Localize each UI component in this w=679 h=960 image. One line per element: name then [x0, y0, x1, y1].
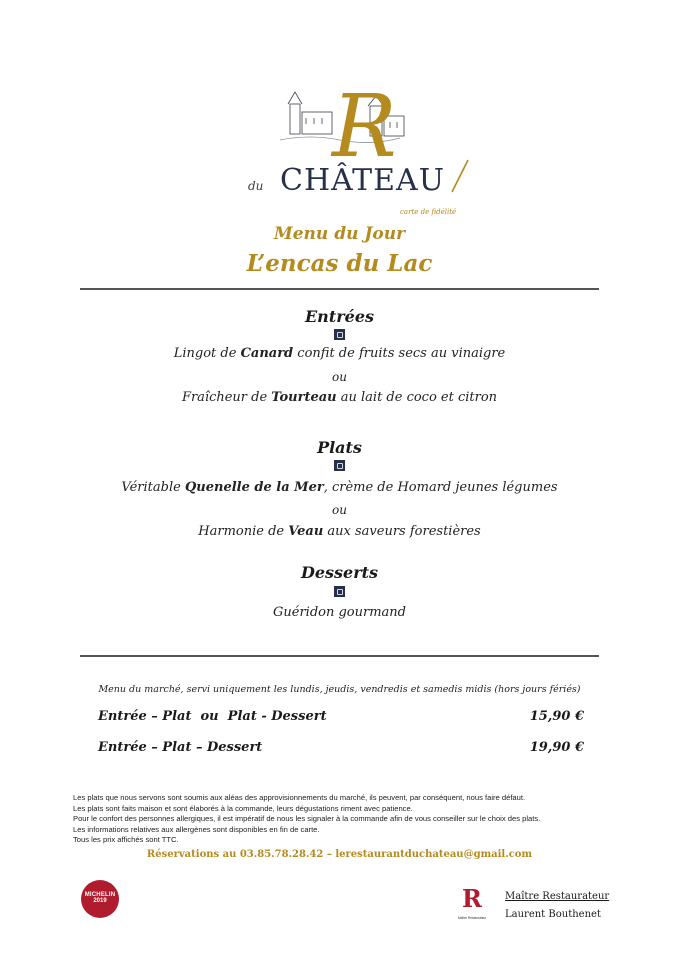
service-note: Menu du marché, servi uniquement les lundis, jeudis, vendredis et samedis midis (hors jours fériés) [98, 684, 581, 695]
michelin-year: 2019 [93, 898, 107, 904]
dish-entree-2: Fraîcheur de Tourteau au lait de coco et citron [181, 390, 498, 405]
divider-top [80, 288, 599, 290]
menu-title: Menu du Jour [273, 224, 406, 244]
or-separator: ou [332, 503, 347, 517]
menu-name: L’encas du Lac [246, 250, 433, 277]
fork-icon [452, 160, 468, 192]
logo-prefix: du [248, 179, 264, 193]
fine-print-line: Tous les prix affichés sont TTC. [73, 835, 179, 845]
dish-entree-1: Lingot de Canard confit de fruits secs au vinaigre [173, 346, 506, 361]
fork-knife-badge-icon [334, 460, 345, 471]
fine-print [73, 793, 540, 846]
fine-print-line: Pour le confort des personnes allergiques, il est impératif de nous les signaler à la commande afin de vous conseiller sur le choix des plats. [73, 814, 541, 824]
dish-dessert-1: Guéridon gourmand [273, 605, 406, 620]
divider-bottom [80, 655, 599, 657]
section-title-entrees: Entrées [304, 307, 374, 326]
maitre-restaurateur-logo [456, 883, 486, 923]
dish-plat-1: Véritable Quenelle de la Mer, crème de Homard jeunes légumes [121, 480, 558, 495]
section-icon-wrap [0, 586, 679, 597]
section-title-plats: Plats [317, 438, 362, 457]
fine-print-line: Les plats sont faits maison et sont élaborés à la commande, leurs dégustations riment avec patience. [73, 803, 413, 813]
logo-initial: R [332, 82, 397, 177]
chateau-logo [240, 82, 480, 222]
michelin-label: MICHELIN [84, 892, 116, 898]
fine-print-line: Les informations relatives aux allergènes sont disponibles en fin de carte. [73, 824, 320, 834]
owner-name: Laurent Bouthenet [505, 909, 601, 920]
price-label: Entrée – Plat – Dessert [98, 740, 263, 755]
fork-knife-badge-icon [334, 586, 345, 597]
price-value: 19,90 € [529, 740, 584, 755]
michelin-badge [81, 880, 119, 918]
section-icon-wrap [0, 460, 679, 471]
logo-name: CHÂTEAU [280, 163, 445, 198]
price-label: Entrée – Plat ou Plat - Dessert [98, 709, 327, 724]
section-title-desserts: Desserts [300, 563, 379, 582]
maitre-restaurateur-label: Maître Restaurateur [505, 891, 610, 902]
fork-knife-badge-icon [334, 329, 345, 340]
section-icon-wrap [0, 329, 679, 340]
reservations-line: Réservations au 03.85.78.28.42 – lerestaurantduchateau@gmail.com [146, 849, 533, 860]
mr-logo-caption: Maître Restaurateur [458, 916, 486, 920]
or-separator: ou [332, 370, 347, 384]
mr-logo-letter: R [462, 884, 482, 913]
logo-tagline: carte de fidélité [400, 208, 457, 216]
fine-print-line: Les plats que nous servons sont soumis aux aléas des approvisionnements du marché, ils peuvent, par conséquent, nous faire défaut. [73, 793, 526, 802]
price-value: 15,90 € [529, 709, 584, 724]
dish-plat-2: Harmonie de Veau aux saveurs forestières [198, 524, 481, 539]
